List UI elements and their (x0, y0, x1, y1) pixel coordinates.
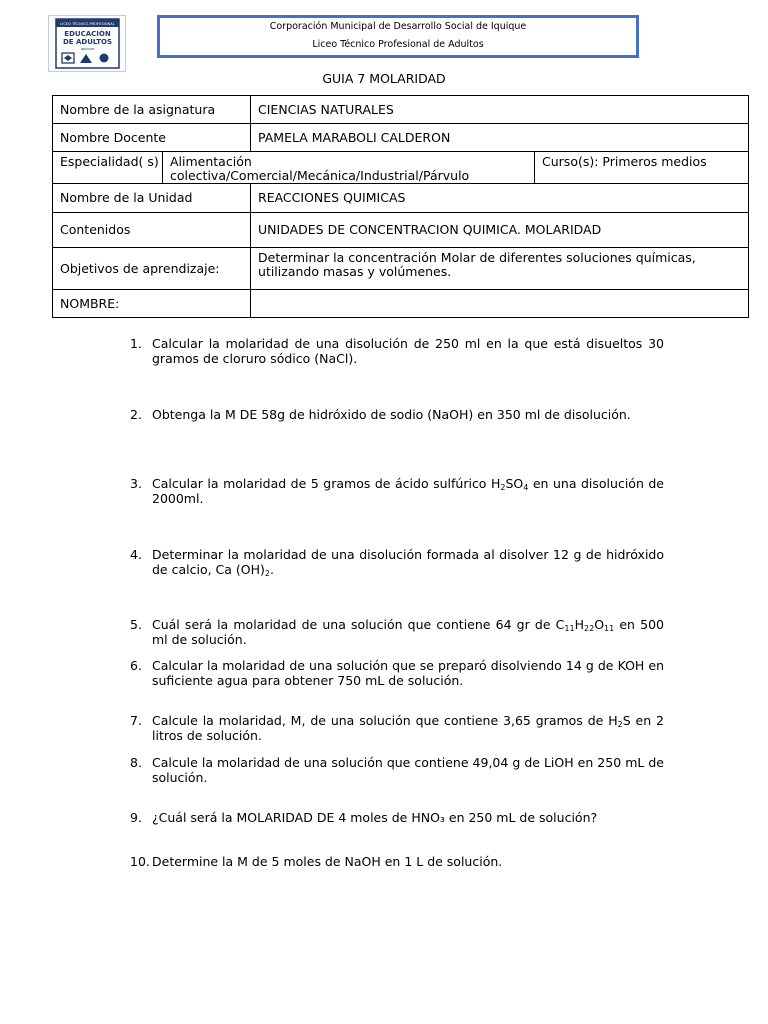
question-number: 7. (130, 713, 142, 728)
header-corporation: Corporación Municipal de Desarrollo Social de Iquique (269, 21, 527, 32)
contenidos-value: UNIDADES DE CONCENTRACION QUIMICA. MOLARIDAD (251, 213, 749, 248)
curso-label: Curso(s): Primeros medios (535, 152, 749, 184)
nombre-label: NOMBRE: (53, 290, 251, 318)
nombre-field[interactable] (251, 290, 749, 318)
docente-label: Nombre Docente (53, 124, 251, 152)
unidad-value: REACCIONES QUIMICAS (251, 184, 749, 213)
asignatura-value: CIENCIAS NATURALES (251, 96, 749, 124)
question-text: Determinar la molaridad de una disolución formada al disolver 12 g de hidróxido de calcio, Ca $(OH)_2$. (152, 547, 664, 578)
school-logo (48, 15, 126, 72)
logo-main-line1: EDUCACIÓN (64, 30, 111, 38)
header-school: Liceo Técnico Profesional de Adultos (312, 39, 484, 50)
question-number: 9. (130, 810, 142, 825)
question-number: 1. (130, 336, 142, 351)
question-text: Cuál será la molaridad de una solución que contiene 64 gr de $C_{11}H_{22}O_{11}$ en 500 ml de solución. (152, 617, 664, 647)
logo-main-line2: DE ADULTOS (62, 38, 113, 46)
question-number: 6. (130, 658, 142, 673)
asignatura-label: Nombre de la asignatura (53, 96, 251, 124)
question-number: 3. (130, 476, 142, 491)
contenidos-label: Contenidos (53, 213, 251, 248)
question-text: Calcule la molaridad, M, de una solución que contiene 3,65 gramos de $H_2S$ en 2 litros de solución. (152, 713, 664, 743)
education-logo-icon (49, 16, 125, 71)
question-text: Calcule la molaridad de una solución que contiene 49,04 g de LiOH en 250 mL de solución. (152, 755, 664, 785)
institution-header-box (157, 15, 639, 58)
logo-top-text: LICEO TÉCNICO-PROFESIONAL (60, 22, 115, 26)
question-number: 10. (130, 854, 150, 869)
especialidad-label: Especialidad( s) (53, 152, 163, 184)
question-text: Obtenga la M DE 58g de hidróxido de sodio (NaOH) en 350 ml de disolución. (152, 407, 631, 422)
course-info-table (52, 95, 749, 318)
objetivos-value: Determinar la concentración Molar de diferentes soluciones químicas, utilizando masas y volúmenes. (251, 248, 749, 290)
document-title: GUIA 7 MOLARIDAD (322, 71, 446, 86)
question-number: 2. (130, 407, 142, 422)
question-text: Calcular la molaridad de una solución que se preparó disolviendo 14 g de KOH en suficiente agua para obtener 750 mL de solución. (152, 658, 664, 688)
unidad-label: Nombre de la Unidad (53, 184, 251, 213)
logo-sub-text: Iquique (80, 47, 95, 51)
objetivos-label: Objetivos de aprendizaje: (53, 248, 251, 290)
question-text: Determine la M de 5 moles de NaOH en 1 L de solución. (152, 854, 503, 869)
question-text: Calcular la molaridad de una disolución de 250 ml en la que está disueltos 30 gramos de cloruro sódico (NaCl). (152, 336, 664, 366)
question-text: Calcular la molaridad de 5 gramos de ácido sulfúrico $H_2SO_4$ en una disolución de 2000ml. (152, 476, 665, 506)
question-number: 5. (130, 617, 142, 632)
question-number: 8. (130, 755, 142, 770)
especialidad-value: Alimentación colectiva/Comercial/Mecánica/Industrial/Párvulo (163, 152, 535, 184)
docente-value: PAMELA MARABOLI CALDERON (251, 124, 749, 152)
question-text: ¿Cuál será la MOLARIDAD DE 4 moles de HNO₃ en 250 mL de solución? (152, 810, 598, 825)
question-number: 4. (130, 547, 142, 562)
